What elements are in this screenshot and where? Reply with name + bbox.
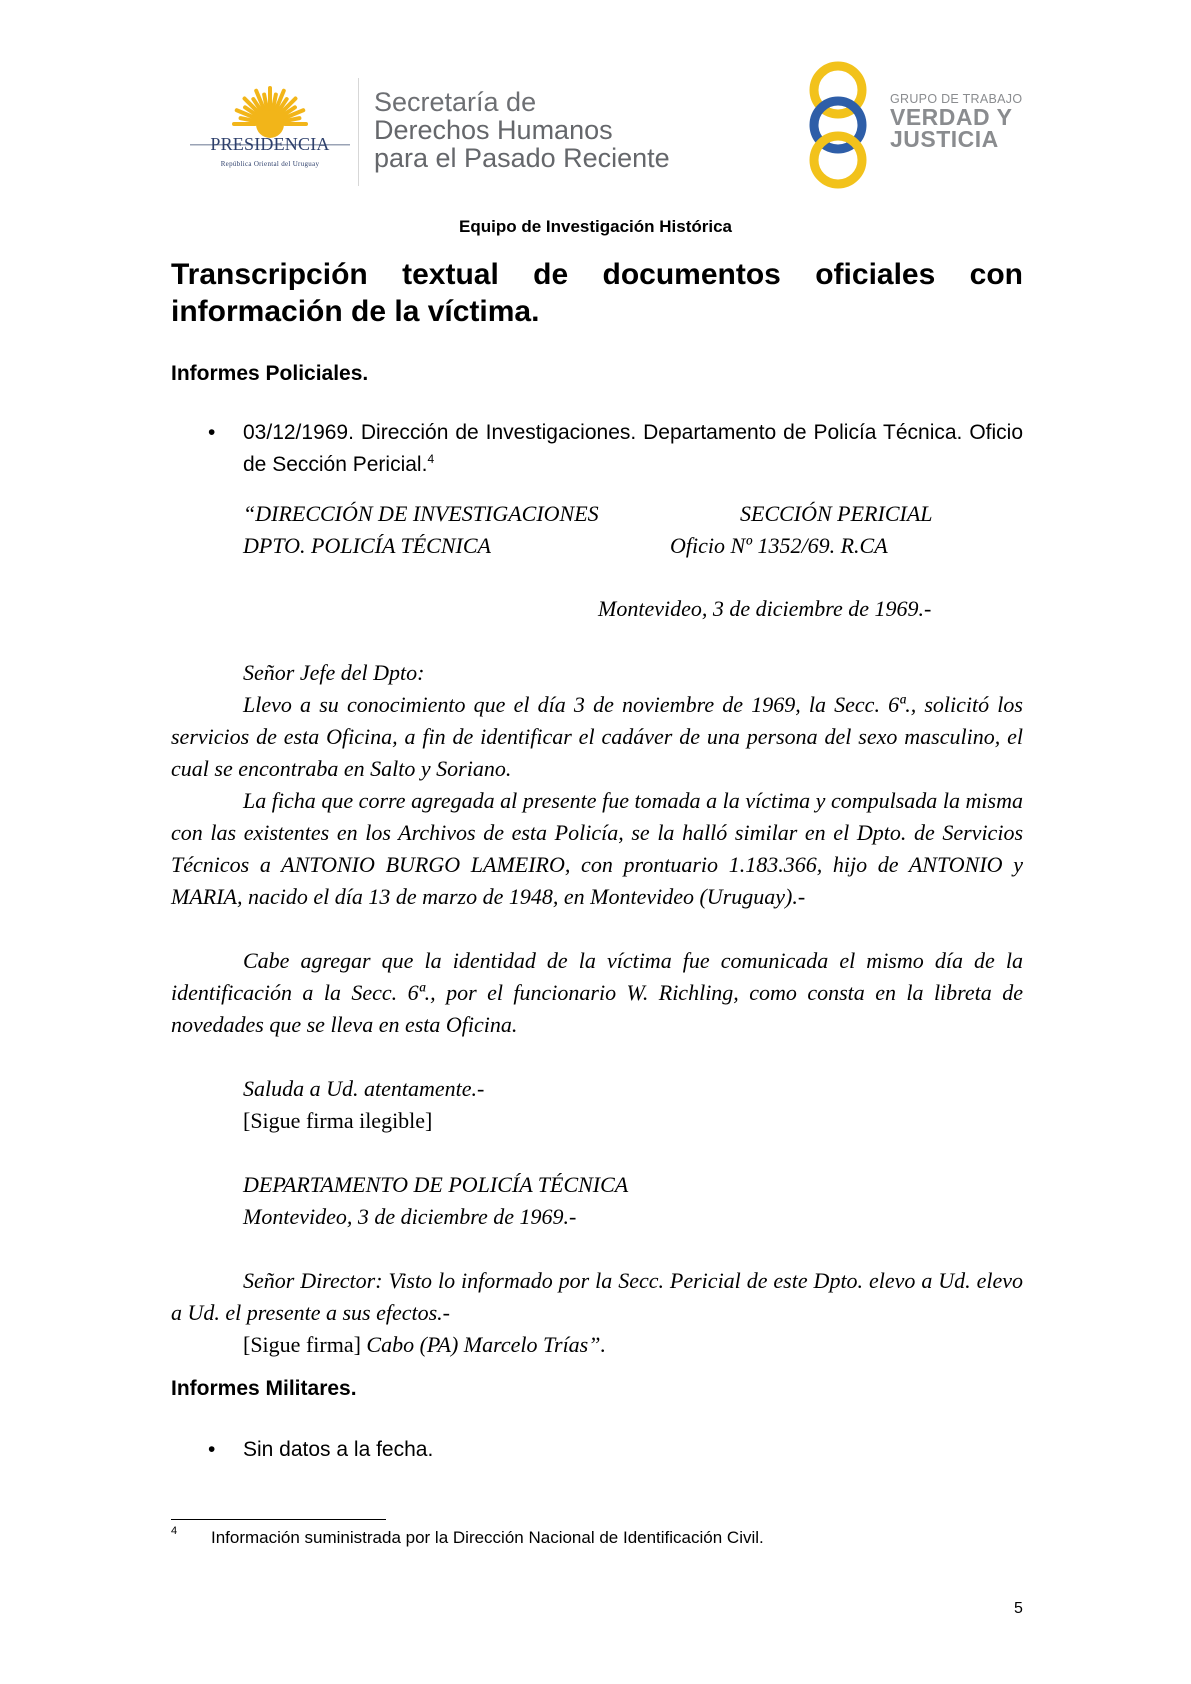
heading-informes-militares: Informes Militares. <box>171 1377 357 1400</box>
ring-bottom <box>814 136 862 184</box>
doc-paragraph: La ficha que corre agregada al presente fue tomada a la víctima y compulsada la misma con las existentes en los Archivos de esta Policía, se la halló similar en el Dpto. de Servicios Técnicos a ANTONIO BURGO LAMEIRO, con prontuario 1.183.366, hijo de ANTONIO y MARIA, nacido el día 13 de marzo de 1948, en Montevideo (Uruguay).- <box>171 788 1023 909</box>
doc-salutation: Señor Jefe del Dpto: <box>243 660 425 685</box>
bullet-marker: • <box>208 1438 216 1461</box>
grupo-trabajo-label: GRUPO DE TRABAJO <box>890 92 1023 106</box>
doc-date: Montevideo, 3 de diciembre de 1969.- <box>598 596 932 621</box>
secretaria-line-1: Secretaría de <box>374 87 537 117</box>
doc-paragraph: Llevo a su conocimiento que el día 3 de noviembre de 1969, la Secc. 6ª., solicitó los servicios de esta Oficina, a fin de identificar el cadáver de una persona del sexo masculino, el cual se encontraba en Salto y Soriano. <box>171 692 1023 781</box>
presidencia-wordmark: PRESIDENCIA <box>210 134 330 154</box>
justicia-label: JUSTICIA <box>890 126 999 152</box>
page-header <box>190 60 1050 200</box>
secretaria-line-2: Derechos Humanos <box>374 115 613 145</box>
footnote-text: Información suministrada por la Dirección Nacional de Identificación Civil. <box>211 1528 764 1547</box>
footnote-separator <box>171 1519 386 1520</box>
doc-paragraph: Señor Director: Visto lo informado por la Secc. Pericial de este Dpto. elevo a Ud. elevo a Ud. el presente a sus efectos.- <box>171 1268 1023 1325</box>
footnote-number: 4 <box>171 1525 178 1537</box>
doc-department: DEPARTAMENTO DE POLICÍA TÉCNICA <box>243 1172 629 1197</box>
doc-header-oficio: Oficio Nº 1352/69. R.CA <box>670 533 888 558</box>
page-title: Transcripción textual de documentos oficiales con información de la víctima. <box>171 258 1023 328</box>
secretaria-wordmark <box>374 88 670 172</box>
page-number: 5 <box>1014 1600 1023 1617</box>
bullet-item-text: 03/12/1969. Dirección de Investigaciones. Departamento de Policía Técnica. Oficio de Sección Pericial. <box>243 421 1023 476</box>
doc-header-direccion: “DIRECCIÓN DE INVESTIGACIONES <box>243 501 599 526</box>
doc-closing: Saluda a Ud. atentamente.- <box>243 1076 485 1101</box>
presidencia-sun-logo <box>190 78 350 188</box>
bullet-marker: • <box>208 421 216 444</box>
doc-signature-line <box>243 1329 606 1361</box>
doc-signature-note: [Sigue firma ilegible] <box>243 1108 433 1133</box>
presidencia-subtitle: República Oriental del Uruguay <box>220 160 320 168</box>
bullet-item-policiales <box>243 417 1023 481</box>
doc-header-seccion: SECCIÓN PERICIAL <box>740 501 933 526</box>
verdad-justicia-wordmark <box>890 92 1022 150</box>
doc-paragraph: Cabe agregar que la identidad de la víctima fue comunicada el mismo día de la identificación a la Secc. 6ª., por el funcionario W. Richling, como consta en la libreta de novedades que se lleva en esta Oficina. <box>171 948 1023 1037</box>
verdad-justicia-rings-logo <box>800 60 876 190</box>
doc-date-2: Montevideo, 3 de diciembre de 1969.- <box>243 1204 577 1229</box>
bullet-item-militares: Sin datos a la fecha. <box>243 1438 434 1461</box>
signature-name: Cabo (PA) Marcelo Trías”. <box>366 1332 606 1357</box>
team-heading: Equipo de Investigación Histórica <box>459 217 732 236</box>
signature-prefix: [Sigue firma] <box>243 1332 361 1357</box>
footnote-reference: 4 <box>427 452 435 466</box>
secretaria-line-3: para el Pasado Reciente <box>374 143 670 173</box>
header-divider <box>358 78 359 186</box>
doc-header-departamento: DPTO. POLICÍA TÉCNICA <box>243 533 491 558</box>
heading-informes-policiales: Informes Policiales. <box>171 362 369 385</box>
verdad-label: VERDAD Y <box>890 104 1013 130</box>
